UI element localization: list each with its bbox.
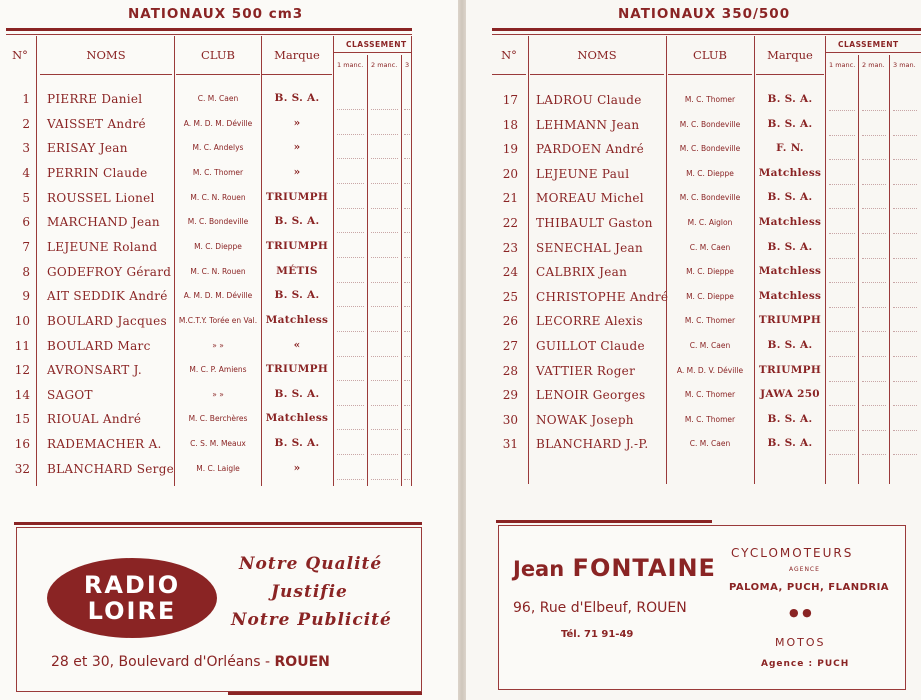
row-name: BOULARD Jacques xyxy=(47,313,167,328)
row-name: LENOIR Georges xyxy=(536,388,646,403)
right-title-rule xyxy=(492,28,921,31)
fontaine-phone: Tél. 71 91-49 xyxy=(561,629,634,640)
ranking-cell xyxy=(862,258,886,259)
ranking-cell xyxy=(337,134,364,135)
row-name: AIT SEDDIK André xyxy=(47,289,168,304)
ranking-cell xyxy=(829,258,855,259)
row-name: LEJEUNE Paul xyxy=(536,166,630,181)
row-name: CALBRIX Jean xyxy=(536,265,628,280)
ranking-sub-3: 3 xyxy=(405,61,410,69)
ranking-cell xyxy=(829,331,855,332)
ranking-cell xyxy=(371,282,398,283)
ranking-cell xyxy=(337,158,364,159)
row-make: JAWA 250 xyxy=(760,388,820,401)
ranking-cell xyxy=(829,356,855,357)
left-page-title: NATIONAUX 500 cm3 xyxy=(128,6,304,22)
row-make: B. S. A. xyxy=(767,339,813,351)
ranking-cell xyxy=(371,134,398,135)
header-number: N° xyxy=(12,48,28,62)
ranking-cell xyxy=(371,356,398,357)
row-name: PERRIN Claude xyxy=(47,165,148,180)
ranking-cell xyxy=(862,135,886,136)
right-page-title: NATIONAUX 350/500 xyxy=(618,6,791,22)
ranking-cell xyxy=(862,454,886,455)
row-make: B. S. A. xyxy=(274,437,320,450)
ranking-cell xyxy=(829,159,855,160)
row-make: B. S. A. xyxy=(767,412,813,425)
row-number: 5 xyxy=(22,190,30,205)
ranking-cell xyxy=(337,479,364,480)
ranking-cell xyxy=(862,307,886,308)
row-club: A. M. D. V. Déville xyxy=(676,365,744,375)
ranking-cell xyxy=(829,307,855,308)
row-make: Matchless xyxy=(265,313,329,326)
row-name: CHRISTOPHE André xyxy=(536,289,669,304)
header-number: N° xyxy=(501,48,517,62)
ranking-sub-2: 2 manc. xyxy=(371,61,398,69)
row-number: 3 xyxy=(22,141,30,156)
row-club: M. C. Thomer xyxy=(684,316,736,326)
row-club: M. C. Dieppe xyxy=(686,168,734,178)
ranking-cell xyxy=(337,454,364,455)
header-ranking: CLASSEMENT xyxy=(346,40,407,49)
ranking-cell xyxy=(829,233,855,234)
slogan-line-2: Justifie xyxy=(271,582,348,602)
ranking-cell xyxy=(893,430,917,431)
row-make: Matchless xyxy=(758,216,822,228)
ranking-cell xyxy=(893,159,917,160)
motos-agence: Agence : PUCH xyxy=(761,659,850,669)
right-page xyxy=(466,0,921,700)
row-name: PARDOEN André xyxy=(536,142,645,157)
row-number: 28 xyxy=(502,363,518,378)
ranking-cell xyxy=(337,306,364,307)
row-number: 18 xyxy=(502,117,518,132)
left-title-rule xyxy=(6,28,412,31)
row-name: RIOUAL André xyxy=(47,412,142,427)
row-club: M. C. Bondeville xyxy=(679,119,741,129)
ranking-cell xyxy=(829,454,855,455)
radio-loire-address: 28 et 30, Boulevard d'Orléans - ROUEN xyxy=(51,654,330,670)
row-name: LEHMANN Jean xyxy=(536,117,640,132)
ranking-cell xyxy=(337,232,364,233)
row-name: ROUSSEL Lionel xyxy=(47,190,155,205)
ranking-cell xyxy=(893,405,917,406)
ranking-cell xyxy=(404,380,410,381)
ranking-cell xyxy=(862,184,886,185)
ranking-cell xyxy=(893,307,917,308)
row-name: GODEFROY Gérard xyxy=(47,264,172,279)
row-number: 17 xyxy=(502,93,518,107)
row-club: C. M. Caen xyxy=(689,341,731,350)
slogan-line-1: Notre Qualité xyxy=(239,554,383,574)
row-number: 16 xyxy=(14,437,30,452)
header-make: Marque xyxy=(767,48,813,62)
row-name: MARCHAND Jean xyxy=(47,215,160,230)
row-make: B. S. A. xyxy=(274,289,320,302)
row-number: 30 xyxy=(502,412,518,427)
row-name: NOWAK Joseph xyxy=(536,412,634,427)
header-make: Marque xyxy=(274,48,320,62)
row-name: THIBAULT Gaston xyxy=(536,216,653,230)
ranking-sub-1: 1 manc. xyxy=(829,61,856,69)
row-club: M. C. Thomer xyxy=(684,390,736,400)
ranking-cell xyxy=(404,306,410,307)
row-make: Matchless xyxy=(758,265,822,278)
ranking-cell xyxy=(371,429,398,430)
header-names: NOMS xyxy=(577,48,617,62)
ranking-cell xyxy=(893,331,917,332)
row-make: B. S. A. xyxy=(767,240,813,253)
ranking-cell xyxy=(404,405,410,406)
header-ranking: CLASSEMENT xyxy=(838,40,899,49)
row-make: B. S. A. xyxy=(767,117,813,130)
ranking-cell xyxy=(862,356,886,357)
slogan-line-3: Notre Publicité xyxy=(231,610,392,630)
ranking-cell xyxy=(893,208,917,209)
row-club: M. C. Aiglon xyxy=(687,218,733,227)
row-make: TRIUMPH xyxy=(265,363,329,376)
row-number: 9 xyxy=(22,289,30,304)
ranking-cell xyxy=(337,405,364,406)
ranking-cell xyxy=(337,380,364,381)
row-make: TRIUMPH xyxy=(265,239,329,252)
header-club: CLUB xyxy=(201,48,235,62)
ranking-cell xyxy=(893,454,917,455)
row-number: 23 xyxy=(502,240,518,255)
ranking-cell xyxy=(404,454,410,455)
ranking-cell xyxy=(371,331,398,332)
ranking-cell xyxy=(337,208,364,209)
row-make: « xyxy=(293,338,301,351)
agence-label: AGENCE xyxy=(789,566,820,573)
ranking-cell xyxy=(862,233,886,234)
row-club: M. C. Berchères xyxy=(188,414,248,424)
ranking-cell xyxy=(337,183,364,184)
ranking-cell xyxy=(862,331,886,332)
row-number: 2 xyxy=(22,116,30,131)
row-number: 26 xyxy=(502,314,518,329)
row-club: C. M. Caen xyxy=(689,439,731,449)
row-number: 15 xyxy=(14,412,30,427)
ranking-cell xyxy=(404,134,410,135)
row-club: M. C. Andelys xyxy=(192,143,244,153)
row-club: M. C. Dieppe xyxy=(686,291,734,301)
row-make: B. S. A. xyxy=(767,93,813,105)
ranking-cell xyxy=(404,356,410,357)
row-club: M. C. Bondeville xyxy=(679,193,741,203)
row-make: B. S. A. xyxy=(274,215,320,228)
ranking-cell xyxy=(371,306,398,307)
ranking-cell xyxy=(829,381,855,382)
ranking-cell xyxy=(829,208,855,209)
row-number: 32 xyxy=(14,461,30,476)
row-make: » xyxy=(293,141,301,154)
row-name: LADROU Claude xyxy=(536,93,642,107)
row-make: » xyxy=(293,461,301,474)
row-make: B. S. A. xyxy=(274,92,320,104)
cyclo-brands: PALOMA, PUCH, FLANDRIA xyxy=(729,582,890,593)
row-club: C. M. Caen xyxy=(689,242,731,252)
row-name: RADEMACHER A. xyxy=(47,437,162,452)
row-make: B. S. A. xyxy=(767,437,813,450)
bullet-separator: ● ● xyxy=(789,606,812,619)
ranking-cell xyxy=(862,159,886,160)
ranking-cell xyxy=(404,429,410,430)
row-make: B. S. A. xyxy=(767,191,813,204)
ranking-sub-3: 3 man. xyxy=(893,61,916,69)
row-number: 29 xyxy=(502,388,518,403)
ranking-cell xyxy=(404,479,410,480)
row-name: LEJEUNE Roland xyxy=(47,239,158,254)
ranking-cell xyxy=(893,233,917,234)
row-number: 31 xyxy=(502,437,518,452)
row-club: M. C. Bondeville xyxy=(187,217,249,227)
row-number: 14 xyxy=(14,387,30,402)
ranking-cell xyxy=(337,257,364,258)
ranking-cell xyxy=(371,208,398,209)
ranking-cell xyxy=(404,232,410,233)
row-name: BOULARD Marc xyxy=(47,338,151,353)
left-page xyxy=(0,0,458,700)
ranking-cell xyxy=(371,380,398,381)
row-number: 21 xyxy=(502,191,518,206)
row-make: F. N. xyxy=(776,142,804,155)
row-number: 12 xyxy=(14,363,30,378)
row-number: 25 xyxy=(502,289,518,304)
ranking-cell xyxy=(893,381,917,382)
row-number: 6 xyxy=(22,215,30,230)
ranking-cell xyxy=(893,282,917,283)
row-name: AVRONSART J. xyxy=(47,363,142,378)
ranking-cell xyxy=(862,405,886,406)
cyclomoteurs-title: CYCLOMOTEURS xyxy=(731,546,854,560)
row-club: C. S. M. Meaux xyxy=(190,439,246,449)
row-name: SENECHAL Jean xyxy=(536,240,644,255)
ranking-cell xyxy=(829,135,855,136)
ranking-cell xyxy=(371,454,398,455)
ranking-cell xyxy=(404,183,410,184)
ranking-cell xyxy=(829,405,855,406)
row-number: 1 xyxy=(22,92,30,106)
ranking-cell xyxy=(829,282,855,283)
row-make: » xyxy=(293,165,301,178)
ranking-cell xyxy=(893,110,917,111)
row-club: M. C. Dieppe xyxy=(194,241,242,251)
ranking-cell xyxy=(337,331,364,332)
ranking-cell xyxy=(893,184,917,185)
ranking-sub-2: 2 man. xyxy=(862,61,885,69)
row-club: M. C. N. Rouen xyxy=(190,266,246,276)
row-make: Matchless xyxy=(758,166,822,179)
ranking-cell xyxy=(893,258,917,259)
ranking-cell xyxy=(371,183,398,184)
ranking-cell xyxy=(829,110,855,111)
row-club: M. C. Thomer xyxy=(684,95,736,104)
row-number: 19 xyxy=(502,142,518,157)
header-names: NOMS xyxy=(86,48,126,62)
ranking-cell xyxy=(404,257,410,258)
row-name: LECORRE Alexis xyxy=(536,314,643,329)
ranking-sub-1: 1 manc. xyxy=(337,61,364,69)
row-make: TRIUMPH xyxy=(758,314,822,327)
row-name: MOREAU Michel xyxy=(536,191,644,206)
ranking-cell xyxy=(337,282,364,283)
row-make: Matchless xyxy=(758,289,822,302)
row-number: 4 xyxy=(22,165,30,180)
row-number: 11 xyxy=(14,338,30,353)
row-make: B. S. A. xyxy=(274,387,320,400)
row-name: VATTIER Roger xyxy=(536,363,636,378)
ranking-cell xyxy=(337,356,364,357)
radio-loire-logo: RADIO LOIRE xyxy=(47,558,217,638)
ranking-cell xyxy=(404,331,410,332)
ranking-cell xyxy=(862,381,886,382)
row-club: M. C. Laigle xyxy=(196,463,240,473)
fontaine-name: Jean FONTAINE xyxy=(513,554,716,582)
row-name: VAISSET André xyxy=(47,116,146,131)
ranking-cell xyxy=(829,430,855,431)
row-number: 8 xyxy=(22,264,30,279)
motos-title: MOTOS xyxy=(775,636,826,649)
ranking-cell xyxy=(337,429,364,430)
jean-fontaine-ad xyxy=(498,525,906,690)
row-club: M. C. N. Rouen xyxy=(190,192,246,202)
row-make: TRIUMPH xyxy=(758,363,822,376)
row-club: M. C. Thomer xyxy=(192,167,244,177)
row-club: M. C. Bondeville xyxy=(679,144,741,154)
row-club: M. C. Dieppe xyxy=(686,267,734,277)
row-name: BLANCHARD Serge xyxy=(47,461,175,476)
row-number: 27 xyxy=(502,339,518,353)
row-number: 24 xyxy=(502,265,518,280)
row-name: BLANCHARD J.-P. xyxy=(536,437,649,452)
ranking-cell xyxy=(862,430,886,431)
row-number: 22 xyxy=(502,216,518,230)
header-club: CLUB xyxy=(693,48,727,62)
ranking-cell xyxy=(371,479,398,480)
row-make: MÉTIS xyxy=(276,264,318,277)
row-make: TRIUMPH xyxy=(265,190,329,203)
row-club: » » xyxy=(212,340,224,350)
row-club: M. C. P. Amiens xyxy=(189,365,247,375)
ranking-cell xyxy=(893,356,917,357)
ranking-cell xyxy=(893,135,917,136)
ranking-cell xyxy=(371,109,398,110)
row-club: M. C. Thomer xyxy=(684,414,736,424)
ranking-cell xyxy=(337,109,364,110)
row-name: ERISAY Jean xyxy=(47,141,128,156)
ranking-cell xyxy=(371,405,398,406)
row-number: 20 xyxy=(502,166,518,181)
row-club: M.C.T.Y. Torée en Val. xyxy=(178,315,258,325)
ranking-cell xyxy=(404,282,410,283)
ranking-cell xyxy=(862,208,886,209)
ranking-cell xyxy=(404,109,410,110)
ranking-cell xyxy=(829,184,855,185)
fontaine-address: 96, Rue d'Elbeuf, ROUEN xyxy=(513,600,687,616)
ranking-cell xyxy=(371,232,398,233)
row-club: A. M. D. M. Déville xyxy=(183,291,253,301)
row-name: GUILLOT Claude xyxy=(536,339,645,353)
ranking-cell xyxy=(371,257,398,258)
radio-loire-ad xyxy=(16,527,422,692)
row-name: PIERRE Daniel xyxy=(47,92,143,106)
row-make: Matchless xyxy=(265,412,329,425)
ranking-cell xyxy=(404,208,410,209)
ranking-cell xyxy=(371,158,398,159)
row-club: C. M. Caen xyxy=(197,94,239,103)
row-club: » » xyxy=(212,389,224,399)
ranking-cell xyxy=(862,110,886,111)
row-name: SAGOT xyxy=(47,387,93,402)
ranking-cell xyxy=(404,158,410,159)
row-make: » xyxy=(293,116,301,129)
row-club: A. M. D. M. Déville xyxy=(183,118,253,128)
ranking-cell xyxy=(862,282,886,283)
row-number: 10 xyxy=(14,313,30,328)
row-number: 7 xyxy=(22,239,30,254)
